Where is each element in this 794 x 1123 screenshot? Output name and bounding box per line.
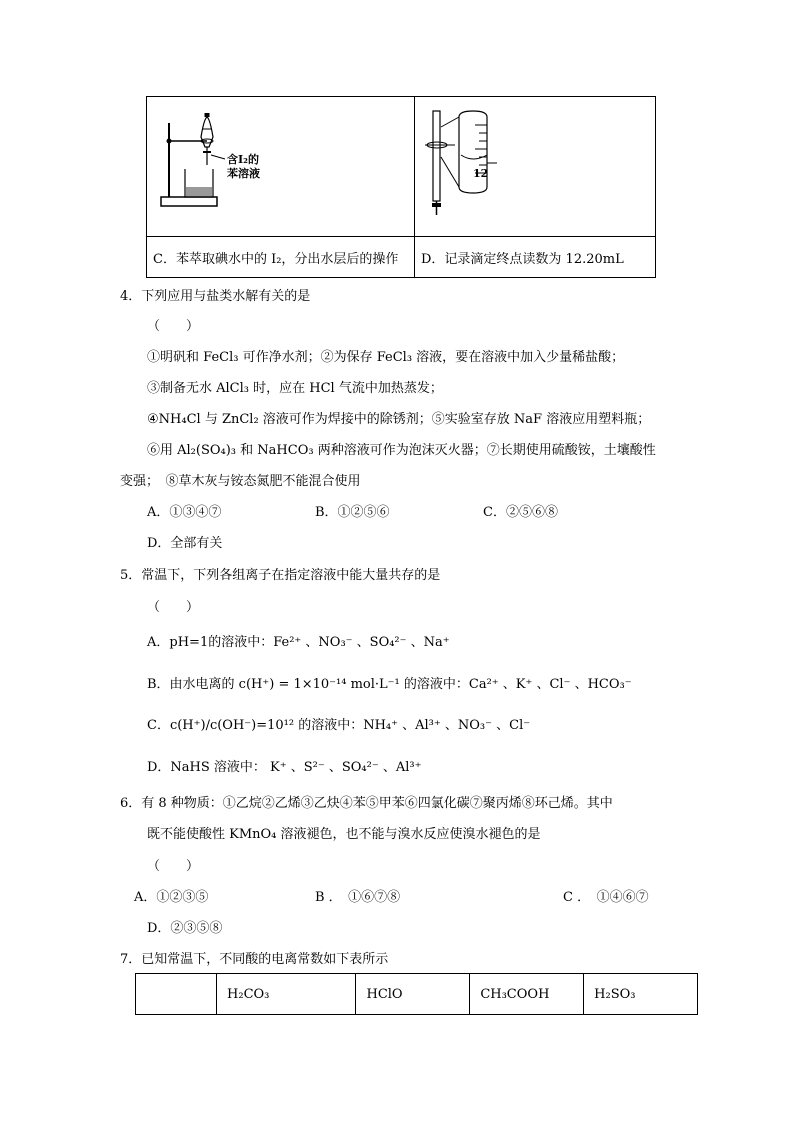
q6-option-b: B ． ①⑥⑦⑧: [315, 890, 401, 905]
q4-option-b: B．①②⑤⑥: [315, 505, 390, 520]
q5-option-b: B．由水电离的 c(H⁺) = 1×10⁻¹⁴ mol·L⁻¹ 的溶液中：Ca²⁺ 、K⁺ 、Cl⁻ 、HCO₃⁻: [147, 677, 632, 692]
q3-options-table: [146, 96, 656, 278]
funnel-label-line1: 含I₂的: [227, 153, 259, 166]
q4-option-d: D．全部有关: [147, 536, 223, 551]
separatory-funnel-figure: [147, 97, 414, 232]
q4-option-a: A．①③④⑦: [147, 505, 222, 520]
q5-paren: （ ）: [147, 600, 200, 615]
q5-stem: 5．常温下，下列各组离子在指定溶液中能大量共存的是: [120, 568, 441, 583]
q4-line4: ⑥用 Al₂(SO₄)₃ 和 NaHCO₃ 两种溶液可作为泡沫灭火器；⑦长期使用硫酸铵，土壤酸性: [147, 443, 656, 458]
q5-option-a: A．pH=1的溶液中：Fe²⁺ 、NO₃⁻ 、SO₄²⁻ 、Na⁺: [147, 635, 450, 650]
burette-mark: 12: [473, 167, 489, 180]
ionization-constant-table: [135, 973, 698, 1015]
q4-paren: （ ）: [147, 319, 200, 334]
table-header-cell: [136, 974, 217, 1015]
q6-paren: （ ）: [147, 859, 200, 874]
q4-option-c: C．②⑤⑥⑧: [483, 505, 558, 520]
q4-stem: 4．下列应用与盐类水解有关的是: [120, 289, 311, 304]
q4-line3: ④NH₄Cl 与 ZnCl₂ 溶液可作为焊接中的除锈剂；⑤实验室存放 NaF 溶液应用塑料瓶；: [147, 412, 651, 427]
funnel-label-line2: 苯溶液: [227, 167, 260, 180]
q3-option-d-caption: D．记录滴定终点读数为 12.20mL: [415, 237, 656, 278]
q5-option-c: C．c(H⁺)/c(OH⁻)=10¹² 的溶液中：NH₄⁺ 、Al³⁺ 、NO₃⁻ 、Cl⁻: [147, 718, 531, 733]
q6-option-d: D．②③⑤⑧: [147, 921, 223, 936]
q3-option-c-figure: [147, 97, 415, 237]
burette-figure: [415, 97, 655, 232]
q4-line5: 变强； ⑧草木灰与铵态氮肥不能混合使用: [120, 474, 361, 489]
q6-option-a: A．①②③⑤: [134, 890, 209, 905]
q6-option-c: C ． ①④⑥⑦: [563, 890, 649, 905]
q4-line2: ③制备无水 AlCl₃ 时，应在 HCl 气流中加热蒸发；: [147, 381, 443, 396]
q3-option-c-caption: C．苯萃取碘水中的 I₂，分出水层后的操作: [147, 237, 415, 278]
q6-stem: 6．有 8 种物质：①乙烷②乙烯③乙炔④苯⑤甲苯⑥四氯化碳⑦聚丙烯⑧环己烯。其中: [120, 796, 613, 811]
table-header-cell: HClO: [356, 974, 470, 1015]
q5-option-d: D．NaHS 溶液中： K⁺ 、S²⁻ 、SO₄²⁻ 、Al³⁺: [147, 760, 422, 775]
q4-line1: ①明矾和 FeCl₃ 可作净水剂；②为保存 FeCl₃ 溶液，要在溶液中加入少量稀盐酸；: [147, 350, 625, 365]
q6-stem-line2: 既不能使酸性 KMnO₄ 溶液褪色，也不能与溴水反应使溴水褪色的是: [147, 827, 541, 842]
q3-option-d-figure: [415, 97, 656, 237]
table-header-cell: CH₃COOH: [470, 974, 584, 1015]
table-header-cell: H₂SO₃: [584, 974, 698, 1015]
table-header-cell: H₂CO₃: [217, 974, 356, 1015]
q7-stem: 7．已知常温下，不同酸的电离常数如下表所示: [120, 952, 389, 967]
